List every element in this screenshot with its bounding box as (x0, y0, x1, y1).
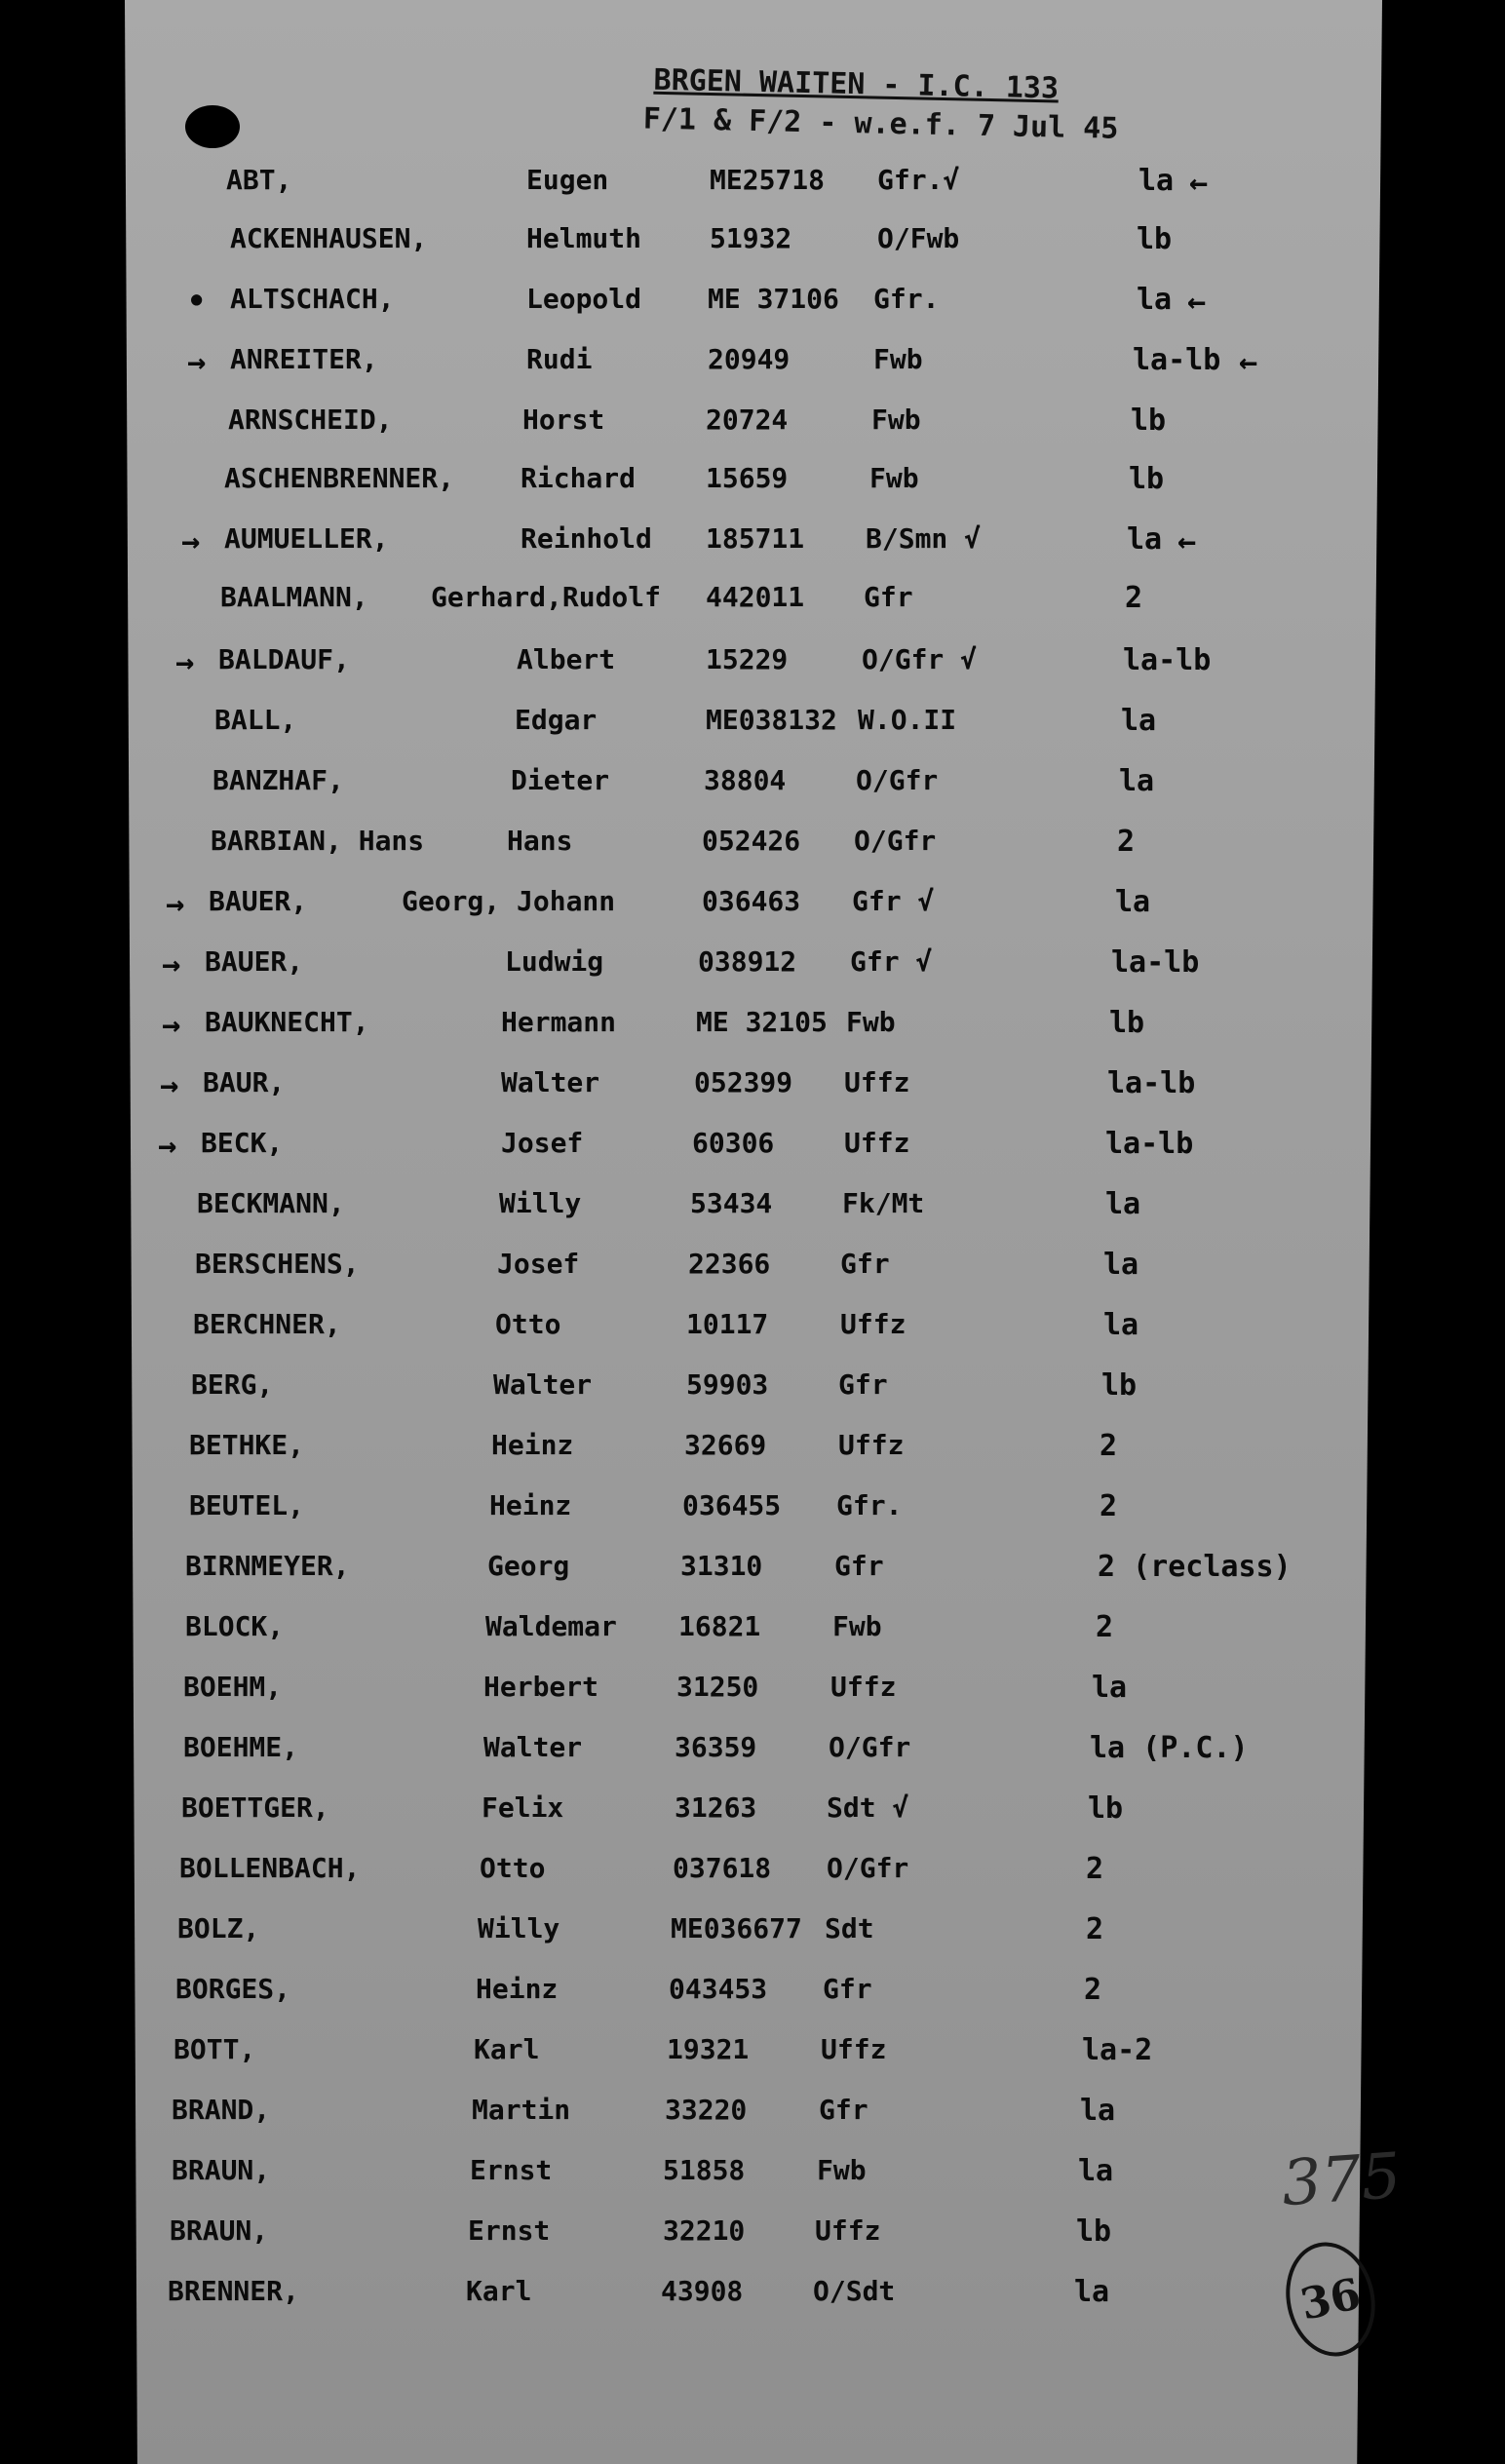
first-name: Edgar (515, 704, 598, 736)
roster-row (0, 1066, 1505, 1109)
classification: la (1119, 764, 1155, 798)
surname: BERSCHENS, (195, 1248, 360, 1280)
first-name: Georg, Johann (402, 885, 616, 917)
margin-arrow-icon: ← (1187, 283, 1207, 320)
surname: BERCHNER, (193, 1308, 341, 1340)
service-number: 052426 (702, 825, 801, 857)
service-number: 19321 (667, 2033, 750, 2065)
first-name: Heinz (489, 1489, 572, 1521)
handwritten-page-number: 375 (1279, 2139, 1404, 2221)
roster-row (0, 283, 1505, 326)
classification: 2 (1086, 1912, 1104, 1946)
service-number: ME036677 (671, 1912, 802, 1944)
first-name: Albert (517, 643, 616, 675)
roster-row (0, 2275, 1505, 2318)
service-number: 22366 (688, 1248, 771, 1280)
roster-row (0, 643, 1505, 686)
classification: la (1092, 1671, 1128, 1705)
rank: Gfr (840, 1248, 890, 1280)
first-name: Martin (472, 2094, 571, 2126)
roster-row (0, 1610, 1505, 1653)
roster-row (0, 1308, 1505, 1351)
service-number: 16821 (678, 1610, 761, 1642)
service-number: 185711 (706, 522, 805, 555)
roster-row (0, 1973, 1505, 2016)
first-name: Josef (497, 1248, 580, 1280)
rank: Gfr (823, 1973, 872, 2005)
service-number: 59903 (686, 1368, 769, 1401)
roster-row (0, 581, 1505, 624)
roster-row (0, 1671, 1505, 1713)
classification: 2 (1100, 1429, 1118, 1463)
classification: 2 (1100, 1489, 1118, 1523)
rank: Fwb (871, 404, 921, 436)
rank: Fk/Mt (842, 1187, 925, 1219)
rank: Gfr. (836, 1489, 903, 1521)
first-name: Felix (482, 1791, 564, 1824)
first-name: Eugen (526, 164, 609, 196)
rank: Uffz (821, 2033, 887, 2065)
service-number: 037618 (673, 1852, 772, 1884)
roster-row (0, 2214, 1505, 2257)
first-name: Josef (501, 1127, 584, 1159)
service-number: 442011 (706, 581, 805, 613)
rank: Fwb (832, 1610, 882, 1642)
punch-hole (185, 105, 240, 148)
margin-arrow-icon: → (166, 885, 185, 922)
first-name: Ernst (468, 2214, 551, 2247)
rank: Fwb (817, 2154, 867, 2186)
roster-row (0, 1187, 1505, 1230)
rank: Gfr (864, 581, 913, 613)
surname: ALTSCHACH, (230, 283, 395, 315)
roster-row (0, 704, 1505, 747)
roster-row (0, 2154, 1505, 2197)
rank: Fwb (873, 343, 923, 375)
rank: Fwb (869, 462, 919, 494)
rank: Gfr (819, 2094, 868, 2126)
surname: BERG, (191, 1368, 274, 1401)
service-number: 38804 (704, 764, 787, 796)
roster-row (0, 2094, 1505, 2137)
surname: ABT, (226, 164, 292, 196)
classification: 2 (1125, 581, 1143, 615)
service-number: 51932 (710, 222, 792, 254)
service-number: 15659 (706, 462, 789, 494)
classification: la (1121, 704, 1157, 738)
service-number: 20949 (708, 343, 791, 375)
margin-arrow-icon: → (187, 343, 207, 380)
circled-number: 36 (1276, 2234, 1386, 2365)
classification: la (1137, 283, 1173, 317)
classification: la (1115, 885, 1151, 919)
surname: BIRNMEYER, (185, 1550, 350, 1582)
rank: Uffz (844, 1066, 910, 1098)
first-name: Walter (483, 1731, 583, 1763)
classification: la-2 (1082, 2033, 1153, 2067)
service-number: 32210 (663, 2214, 746, 2247)
rank: Uffz (844, 1127, 910, 1159)
roster-row (0, 764, 1505, 807)
rank: Sdt (825, 1912, 874, 1944)
service-number: 036455 (682, 1489, 782, 1521)
margin-arrow-icon: → (175, 643, 195, 680)
surname: BLOCK, (185, 1610, 285, 1642)
classification: la (1080, 2094, 1116, 2128)
roster-row (0, 1489, 1505, 1532)
roster-row (0, 522, 1505, 565)
service-number: 043453 (669, 1973, 768, 2005)
classification: lb (1129, 462, 1165, 496)
rank: W.O.II (858, 704, 957, 736)
surname: BARBIAN, Hans (211, 825, 425, 857)
margin-arrow-icon: ← (1239, 343, 1258, 380)
margin-arrow-icon: ← (1177, 522, 1197, 559)
classification: la-lb (1123, 643, 1212, 677)
classification: lb (1101, 1368, 1138, 1403)
classification: lb (1088, 1791, 1124, 1826)
classification: la-lb (1133, 343, 1221, 377)
roster-row (0, 1127, 1505, 1170)
service-number: 32669 (684, 1429, 767, 1461)
rank: O/Gfr (854, 825, 937, 857)
surname: BAUR, (203, 1066, 286, 1098)
roster-row (0, 1006, 1505, 1049)
roster-row (0, 1550, 1505, 1593)
roster-row (0, 1368, 1505, 1411)
first-name: Reinhold (521, 522, 652, 555)
service-number: 51858 (663, 2154, 746, 2186)
header-title: BRGEN WAITEN - I.C. 133 (653, 62, 1060, 106)
service-number: 31263 (675, 1791, 757, 1824)
first-name: Ernst (470, 2154, 553, 2186)
service-number: 31250 (676, 1671, 759, 1703)
roster-row (0, 1248, 1505, 1290)
classification: 2 (1096, 1610, 1114, 1644)
rank: Sdt √ (827, 1791, 909, 1824)
surname: BALDAUF, (218, 643, 350, 675)
classification: 2 (1117, 825, 1136, 859)
rank: O/Gfr √ (862, 643, 978, 675)
surname: ANREITER, (230, 343, 378, 375)
rank: B/Smn √ (866, 522, 982, 555)
first-name: Ludwig (505, 945, 604, 978)
surname: AUMUELLER, (224, 522, 389, 555)
first-name: Otto (495, 1308, 561, 1340)
surname: BAUKNECHT, (205, 1006, 369, 1038)
surname: BAUER, (205, 945, 304, 978)
roster-row (0, 164, 1505, 207)
roster-row (0, 945, 1505, 988)
service-number: 60306 (692, 1127, 775, 1159)
service-number: 036463 (702, 885, 801, 917)
surname: BRENNER, (168, 2275, 299, 2307)
surname: BORGES, (175, 1973, 291, 2005)
rank: Gfr (834, 1550, 884, 1582)
rank: Uffz (840, 1308, 907, 1340)
roster-row (0, 825, 1505, 867)
classification: 2 (reclass) (1098, 1550, 1292, 1584)
first-name: Heinz (476, 1973, 559, 2005)
roster-row (0, 2033, 1505, 2076)
margin-arrow-icon: → (181, 522, 201, 559)
surname: BOLLENBACH, (179, 1852, 361, 1884)
roster-row (0, 1429, 1505, 1472)
classification: lb (1131, 404, 1167, 438)
service-number: ME038132 (706, 704, 837, 736)
first-name: Herbert (483, 1671, 599, 1703)
surname: ASCHENBRENNER, (224, 462, 455, 494)
surname: BOTT, (174, 2033, 256, 2065)
rank: Gfr. (873, 283, 940, 315)
service-number: ME 32105 (696, 1006, 828, 1038)
service-number: 36359 (675, 1731, 757, 1763)
service-number: 20724 (706, 404, 789, 436)
roster-row (0, 462, 1505, 505)
classification: la-lb (1111, 945, 1200, 980)
roster-row (0, 1912, 1505, 1955)
first-name: Gerhard,Rudolf (431, 581, 662, 613)
surname: BRAND, (172, 2094, 271, 2126)
rank: O/Sdt (813, 2275, 896, 2307)
first-name: Walter (493, 1368, 593, 1401)
first-name: Otto (480, 1852, 546, 1884)
classification: la (1078, 2154, 1114, 2188)
first-name: Walter (501, 1066, 600, 1098)
first-name: Leopold (526, 283, 642, 315)
roster-row (0, 222, 1505, 265)
surname: BALL, (214, 704, 297, 736)
first-name: Dieter (511, 764, 610, 796)
first-name: Hans (507, 825, 573, 857)
margin-arrow-icon: → (160, 1066, 179, 1103)
roster-row (0, 343, 1505, 386)
surname: ACKENHAUSEN, (230, 222, 428, 254)
first-name: Heinz (491, 1429, 574, 1461)
service-number: ME 37106 (708, 283, 839, 315)
classification: la (1138, 164, 1175, 198)
classification: la (1127, 522, 1163, 557)
classification: 2 (1084, 1973, 1102, 2007)
service-number: 31310 (680, 1550, 763, 1582)
first-name: Horst (522, 404, 605, 436)
surname: BEUTEL, (189, 1489, 305, 1521)
surname: BETHKE, (189, 1429, 305, 1461)
classification: la (1105, 1187, 1141, 1221)
first-name: Karl (474, 2033, 540, 2065)
service-number: 33220 (665, 2094, 748, 2126)
rank: O/Gfr (827, 1852, 909, 1884)
margin-arrow-icon: ← (1189, 164, 1209, 201)
first-name: Willy (478, 1912, 560, 1944)
classification: la (1103, 1248, 1139, 1282)
surname: BECKMANN, (197, 1187, 345, 1219)
rank: Gfr √ (852, 885, 935, 917)
surname: BRAUN, (170, 2214, 269, 2247)
rank: Fwb (846, 1006, 896, 1038)
surname: BAALMANN, (220, 581, 368, 613)
document-header (642, 63, 1151, 162)
rank: Gfr (838, 1368, 888, 1401)
roster-row (0, 885, 1505, 928)
service-number: 10117 (686, 1308, 769, 1340)
first-name: Willy (499, 1187, 582, 1219)
service-number: 53434 (690, 1187, 773, 1219)
service-number: 43908 (661, 2275, 744, 2307)
roster-row (0, 1731, 1505, 1774)
margin-arrow-icon: → (162, 1006, 181, 1043)
rank: Uffz (838, 1429, 905, 1461)
first-name: Richard (521, 462, 637, 494)
service-number: 15229 (706, 643, 789, 675)
margin-arrow-icon: → (158, 1127, 177, 1164)
classification: la-lb (1107, 1066, 1196, 1100)
first-name: Rudi (526, 343, 593, 375)
roster-row (0, 1791, 1505, 1834)
surname: BAUER, (209, 885, 308, 917)
first-name: Hermann (501, 1006, 617, 1038)
rank: Gfr √ (850, 945, 933, 978)
first-name: Georg (487, 1550, 570, 1582)
header-subtitle: F/1 & F/2 - w.e.f. 7 Jul 45 (642, 101, 1119, 146)
roster-row (0, 1852, 1505, 1895)
margin-arrow-icon: → (162, 945, 181, 982)
classification: la (1074, 2275, 1110, 2309)
surname: BECK, (201, 1127, 284, 1159)
surname: BOEHM, (183, 1671, 283, 1703)
rank: Gfr.√ (877, 164, 960, 196)
roster-row (0, 404, 1505, 446)
rank: Uffz (815, 2214, 881, 2247)
surname: BANZHAF, (212, 764, 344, 796)
classification: la-lb (1105, 1127, 1194, 1161)
surname: BOETTGER, (181, 1791, 329, 1824)
classification: lb (1076, 2214, 1112, 2249)
margin-arrow-icon: • (187, 283, 207, 320)
service-number: 052399 (694, 1066, 793, 1098)
rank: O/Gfr (856, 764, 939, 796)
classification: lb (1109, 1006, 1145, 1040)
surname: BOLZ, (177, 1912, 260, 1944)
first-name: Waldemar (485, 1610, 617, 1642)
rank: O/Fwb (877, 222, 960, 254)
surname: ARNSCHEID, (228, 404, 393, 436)
service-number: ME25718 (710, 164, 826, 196)
rank: Uffz (830, 1671, 897, 1703)
surname: BRAUN, (172, 2154, 271, 2186)
first-name: Helmuth (526, 222, 642, 254)
classification: lb (1137, 222, 1173, 256)
rank: O/Gfr (829, 1731, 911, 1763)
classification: la (P.C.) (1090, 1731, 1249, 1765)
service-number: 038912 (698, 945, 797, 978)
classification: 2 (1086, 1852, 1104, 1886)
surname: BOEHME, (183, 1731, 299, 1763)
classification: la (1103, 1308, 1139, 1342)
first-name: Karl (466, 2275, 532, 2307)
